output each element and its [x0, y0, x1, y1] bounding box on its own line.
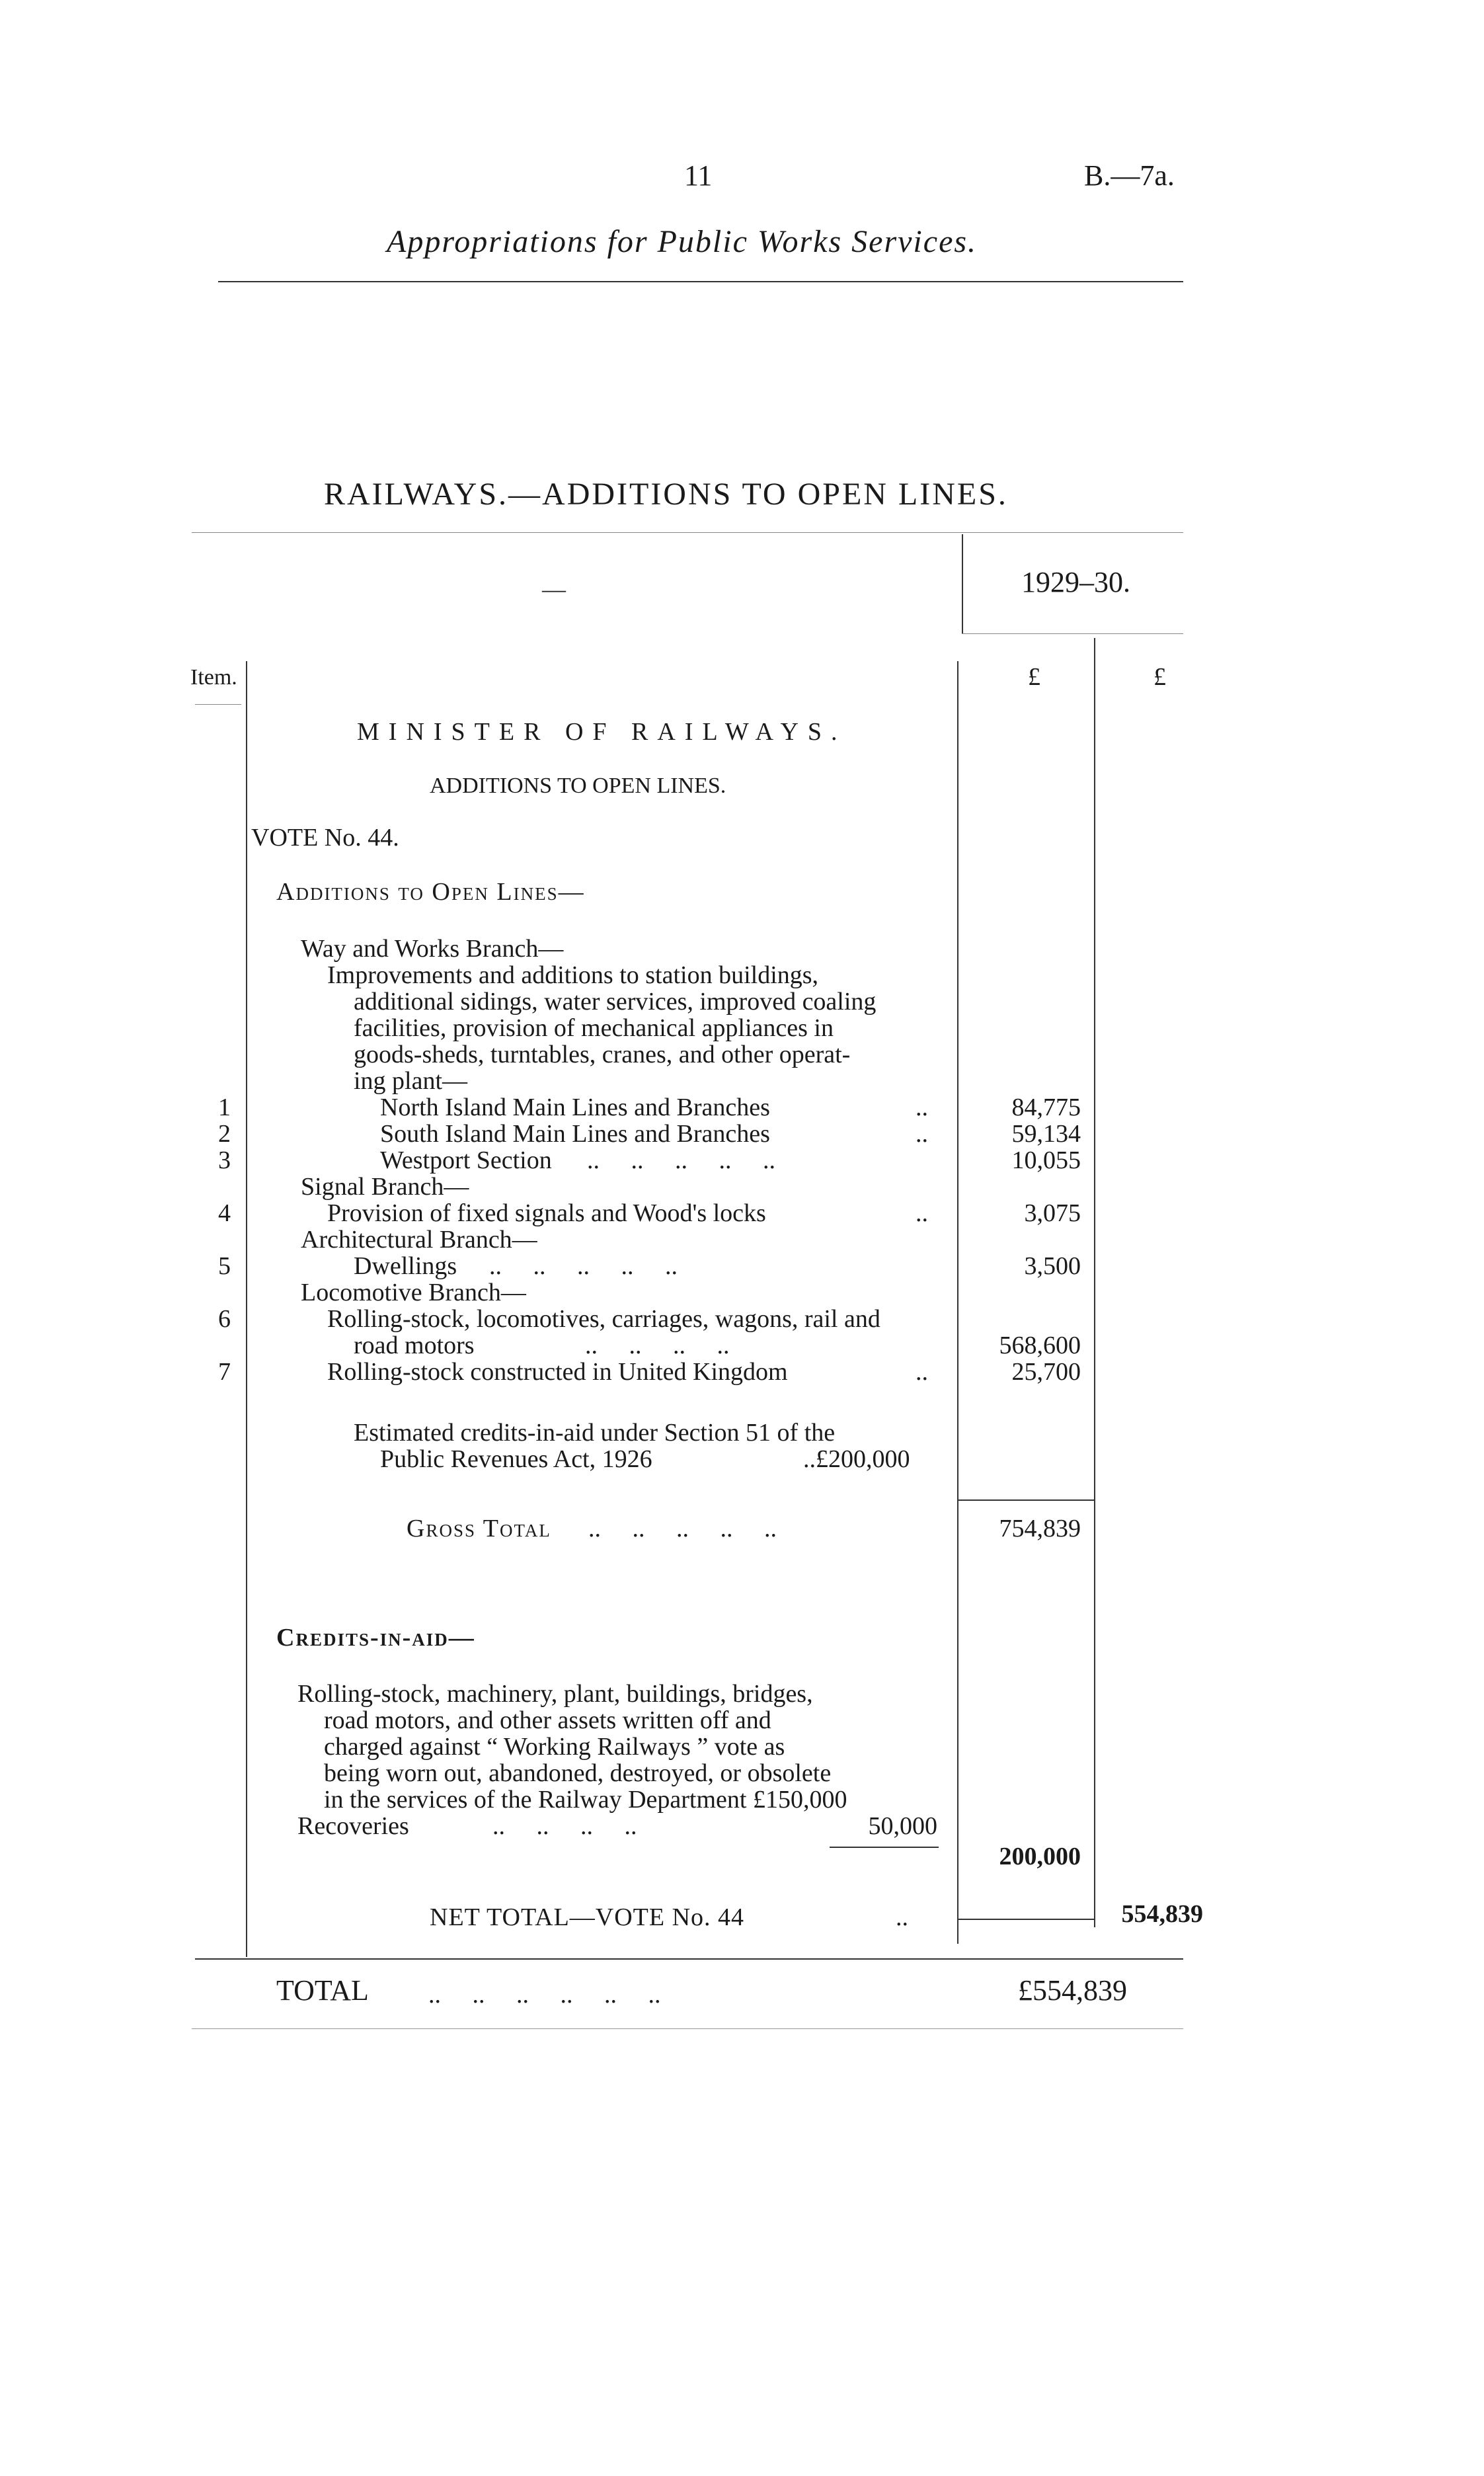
leader-dots: .. — [896, 1903, 908, 1931]
recoveries-amount: 50,000 — [868, 1812, 937, 1840]
item-amount: 3,500 — [1024, 1252, 1081, 1280]
credits-line: road motors, and other assets written off and — [324, 1706, 771, 1734]
item-amount: 25,700 — [1011, 1358, 1081, 1386]
net-total-rule — [957, 1919, 1094, 1920]
leader-dots: .. .. .. .. .. — [587, 1146, 775, 1174]
section-title: RAILWAYS.—ADDITIONS TO OPEN LINES. — [324, 477, 1008, 512]
header-dash: — — [542, 576, 566, 602]
credits-heading: Credits-in-aid— — [276, 1624, 475, 1652]
item-amount: 59,134 — [1011, 1120, 1081, 1148]
item-column-label: Item. — [190, 665, 237, 690]
amount-column-rule — [957, 661, 958, 1944]
item-number: 7 — [218, 1358, 231, 1386]
estimated-credits-line: Estimated credits-in-aid under Section 51 of the — [354, 1419, 836, 1447]
way-works-desc-line: goods-sheds, turntables, cranes, and other operat- — [354, 1041, 851, 1068]
leader-dots: .. — [916, 1199, 928, 1227]
additions-heading: Additions to Open Lines— — [276, 878, 585, 906]
grand-total-rule — [195, 1958, 1183, 1960]
credits-line: Rolling-stock, machinery, plant, buildings, bridges, — [297, 1680, 813, 1708]
item-label: North Island Main Lines and Branches — [380, 1094, 770, 1121]
credits-line: in the services of the Railway Department £150,000 — [324, 1786, 847, 1814]
item-number: 4 — [218, 1199, 231, 1227]
leader-dots: .. .. .. .. — [585, 1332, 730, 1359]
way-works-desc-line: ing plant— — [354, 1067, 468, 1095]
estimated-credits-amount: ..£200,000 — [803, 1445, 910, 1473]
gross-total-amount: 754,839 — [999, 1515, 1081, 1542]
architectural-branch-heading: Architectural Branch— — [301, 1226, 537, 1254]
estimated-credits-line: Public Revenues Act, 1926 — [380, 1445, 652, 1473]
signal-branch-heading: Signal Branch— — [301, 1173, 469, 1201]
item-amount: 84,775 — [1011, 1094, 1081, 1121]
way-works-desc-line: Improvements and additions to station buildings, — [327, 961, 819, 989]
page-number: 11 — [684, 159, 713, 192]
leader-dots: .. — [916, 1120, 928, 1148]
grand-total-label: TOTAL — [276, 1974, 369, 2007]
page-subtitle: Appropriations for Public Works Services. — [387, 224, 978, 259]
document-reference: B.—7a. — [1084, 159, 1175, 192]
item-label: Westport Section — [380, 1146, 552, 1174]
subheading: ADDITIONS TO OPEN LINES. — [430, 774, 726, 798]
gross-total-rule — [957, 1499, 1094, 1501]
leader-dots: .. .. .. .. — [492, 1812, 637, 1840]
year-rule — [962, 633, 1183, 634]
leader-dots: .. — [916, 1094, 928, 1121]
gross-total-label: Gross Total — [407, 1515, 551, 1542]
leader-dots: .. .. .. .. .. .. — [428, 1981, 661, 2009]
item-label: Rolling-stock, locomotives, carriages, wagons, rail and — [327, 1305, 880, 1333]
currency-symbol-1: £ — [1028, 663, 1040, 691]
leader-dots: .. .. .. .. .. — [489, 1252, 678, 1280]
item-column-rule — [246, 661, 247, 1957]
way-works-desc-line: facilities, provision of mechanical appliances in — [354, 1014, 834, 1042]
way-and-works-heading: Way and Works Branch— — [301, 935, 564, 963]
item-number: 3 — [218, 1146, 231, 1174]
net-total-label: NET TOTAL—VOTE No. 44 — [430, 1903, 745, 1931]
ministry-heading: MINISTER OF RAILWAYS. — [357, 718, 847, 746]
header-rule — [218, 281, 1183, 282]
item-amount: 10,055 — [1011, 1146, 1081, 1174]
item-label: Dwellings — [354, 1252, 457, 1280]
item-number: 2 — [218, 1120, 231, 1148]
recoveries-rule — [830, 1847, 939, 1848]
header-divider — [962, 534, 963, 633]
item-label: South Island Main Lines and Branches — [380, 1120, 770, 1148]
fiscal-year: 1929–30. — [1021, 566, 1130, 598]
currency-symbol-2: £ — [1153, 663, 1166, 691]
item-rule — [195, 704, 241, 705]
grand-total-amount: £554,839 — [1018, 1974, 1127, 2007]
credits-line: charged against “ Working Railways ” vote as — [324, 1733, 785, 1761]
title-rule — [192, 532, 1183, 533]
recoveries-label: Recoveries — [297, 1812, 409, 1840]
total-column-rule — [1094, 638, 1095, 1927]
item-label: Provision of fixed signals and Wood's locks — [327, 1199, 766, 1227]
vote-number: VOTE No. 44. — [251, 824, 399, 852]
item-label: Rolling-stock constructed in United Kingdom — [327, 1358, 788, 1386]
bottom-rule — [192, 2028, 1183, 2029]
item-amount: 3,075 — [1024, 1199, 1081, 1227]
way-works-desc-line: additional sidings, water services, improved coaling — [354, 988, 877, 1016]
leader-dots: .. — [916, 1358, 928, 1386]
credits-total: 200,000 — [999, 1843, 1081, 1870]
locomotive-branch-heading: Locomotive Branch— — [301, 1279, 526, 1306]
net-total-amount: 554,839 — [1121, 1900, 1203, 1928]
leader-dots: .. .. .. .. .. — [588, 1515, 777, 1542]
item-label-continued: road motors — [354, 1332, 475, 1359]
item-amount: 568,600 — [999, 1332, 1081, 1359]
item-number: 6 — [218, 1305, 231, 1333]
item-number: 1 — [218, 1094, 231, 1121]
credits-line: being worn out, abandoned, destroyed, or obsolete — [324, 1759, 832, 1787]
item-number: 5 — [218, 1252, 231, 1280]
